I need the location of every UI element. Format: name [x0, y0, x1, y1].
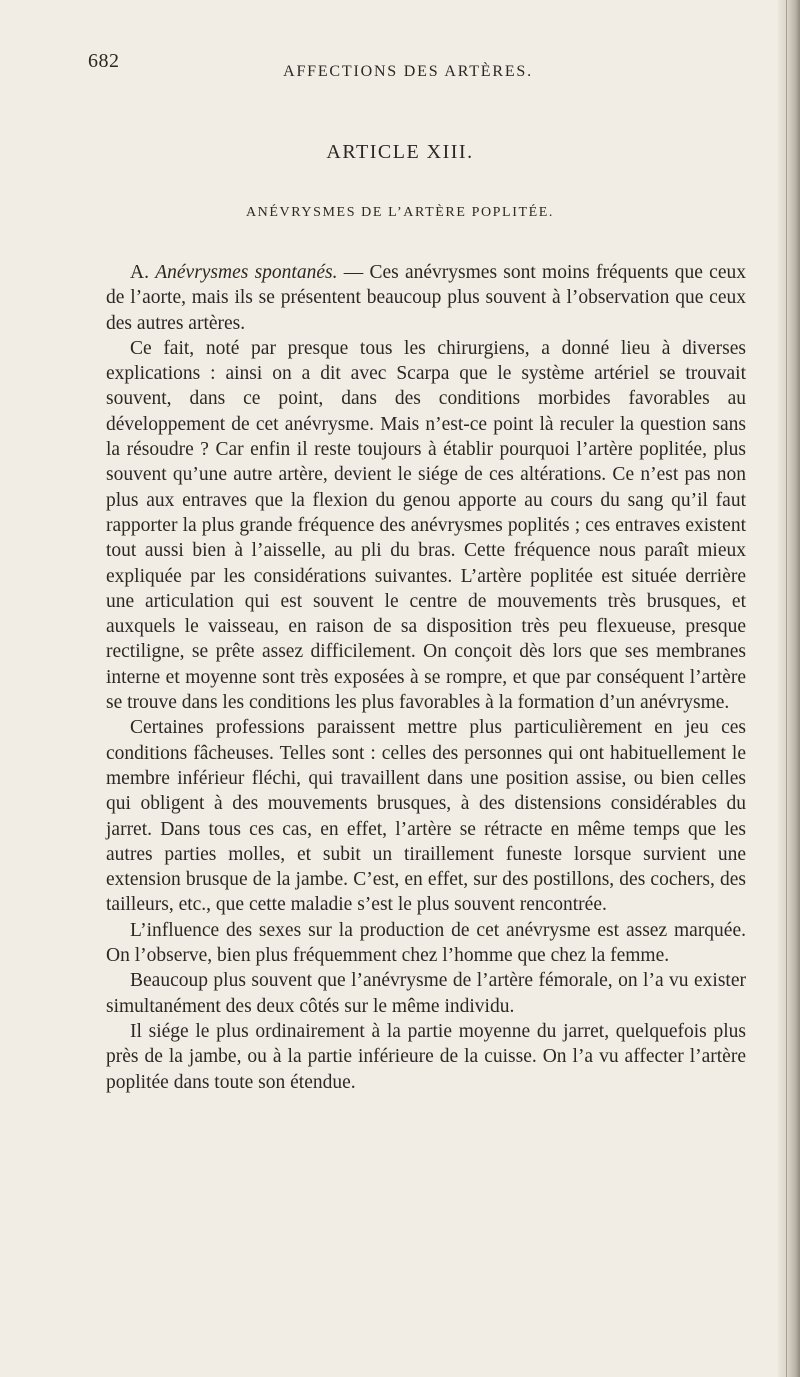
- page-number: 682: [88, 50, 120, 72]
- paragraph: Beaucoup plus souvent que l’anévrysme de l’artère fémorale, on l’a vu exister simultanément des deux côtés sur le même individu.: [106, 970, 746, 1017]
- section-heading: Anévrysmes spontanés.: [155, 262, 338, 283]
- running-title: AFFECTIONS DES ARTÈRES.: [283, 63, 533, 80]
- paragraph: Certaines professions paraissent mettre plus particulièrement en jeu ces conditions fâcheuses. Telles sont : celles des personnes qui ont habituellement le membre inférieur fléchi, qui travaillent dans une position assise, ou bien celles qui obligent à des mouvements brusques, à des distensions considérables du jarret. Dans tous ces cas, en effet, l’artère se rétracte en même temps que les autres parties molles, et subit un tiraillement funeste lorsque survient une extension brusque de la jambe. C’est, en effet, sur des postillons, des cochers, des tailleurs, etc., que cette maladie s’est le plus souvent rencontrée.: [106, 717, 746, 916]
- page-header: [88, 50, 728, 90]
- paragraph: Il siége le plus ordinairement à la partie moyenne du jarret, quelquefois plus près de la jambe, ou à la partie inférieure de la cuisse. On l’a vu affecter l’artère poplitée dans toute son étendue.: [106, 1020, 746, 1093]
- body-text: [106, 260, 746, 1095]
- article-subtitle: ANÉVRYSMES DE L’ARTÈRE POPLITÉE.: [245, 205, 555, 220]
- article-title: ARTICLE XIII.: [326, 141, 474, 163]
- paragraph: L’influence des sexes sur la production de cet anévrysme est assez marquée. On l’observe, bien plus fréquemment chez l’homme que chez la femme.: [106, 919, 746, 967]
- paragraph-section-a: [106, 260, 746, 336]
- section-lead-text: — Ces anévrysmes sont moins fréquents que ceux de l’aorte, mais ils se présentent beaucoup plus souvent à l’observation que ceux des autres artères.: [106, 262, 746, 334]
- paragraph: Ce fait, noté par presque tous les chirurgiens, a donné lieu à diverses explications : ainsi on a dit avec Scarpa que le système artériel se trouvait souvent, dans ce point, dans des conditions morbides favorables au développement de cet anévrysme. Mais n’est-ce point là reculer la question sans la résoudre ? Car enfin il reste toujours à établir pourquoi l’artère poplitée, plus souvent qu’une autre artère, devient le siége de ces altérations. Ce n’est pas non plus aux entraves que la flexion du genou apporte au cours du sang qu’il faut rapporter la plus grande fréquence des anévrysmes poplités ; ces entraves existent tout aussi bien à l’aisselle, au pli du bras. Cette fréquence nous paraît mieux expliquée par les considérations suivantes. L’artère poplitée est située derrière une articulation qui est souvent le centre de mouvements très brusques, et auxquels le vaisseau, en raison de sa disposition très peu flexueuse, presque rectiligne, se prête assez difficilement. On conçoit dès lors que ses membranes interne et moyenne sont très exposées à se rompre, et que par conséquent l’artère se trouve dans les conditions les plus favorables à la formation d’un anévrysme.: [106, 337, 746, 714]
- section-label: A.: [130, 262, 149, 283]
